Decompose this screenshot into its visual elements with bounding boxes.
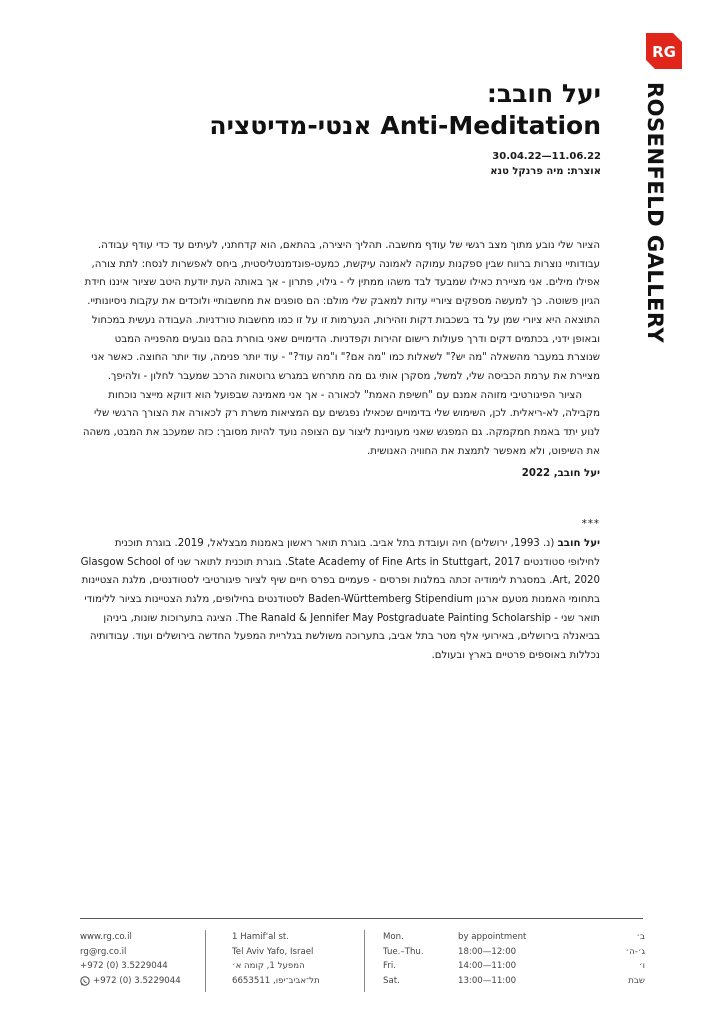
statement-paragraph-2: הציור הפיגורטיבי מזוהה אמנם עם "חשיפת האמת" לכאורה - אך אני מאמינה שבפועל הוא דווקא מייצר נוכחות מקבילה, לא-ריאלית. לכן, השימוש שלי בדימויים שכאילו נפגשים עם המציאות משרת רק לכאורה את הצורך הרגשי שלי לנוע יתד באמת חמקמקה. גם המפגש שאני מעוניינת ליצור עם הצופה נועד להיות מסובך: כזה שמעכב את המבט, משהה את השיפוט, ולא מאפשר לתמצת את החוויה האנושית. <box>82 389 600 457</box>
hours-row <box>383 974 645 989</box>
section-separator: *** <box>581 519 600 531</box>
whatsapp-number: +972 (0) 3.5229044 <box>93 975 181 986</box>
bio-text: (נ. 1993, ירושלים) חיה ועובדת בתל אביב. בוגרת תואר ראשון באמנות מבצלאל, 2019. בוגרת תוכנית לחילופי סטודנטים State Academy of Fine Arts in Stuttgart, 2017. בוגרת תוכנית לתואר שני Glasgow School of Art, 2020. במסגרת לימודיה זכתה במלגות ופרסים - פעמיים בפרס חיים שיף לציור פיגורטיבי לסטודנטים, מלגת הצטיינות בתחומי האמנות מטעם ארגון Baden-Württemberg Stipendium לסטודנטים בחילופים, מלגת הצטיינות בציור ללימודי תואר שני - The Ranald & Jennifer May Postgraduate Painting Scholarship. הציגה בתערוכות שונות, ביניהן בביאנלה בירושלים, באירועי אלף מטר בתל אביב, בתערוכה משולשת בגלריית המפעל החדשה בירושלים ועוד. עבודותיה נכללות באוספים פרטיים בארץ ובעולם. <box>80 537 600 662</box>
hours-day: Sat. <box>383 975 400 986</box>
address-line: 1 Hamif'al st. <box>232 932 290 942</box>
logo-wordmark: ROSENFELD GALLERY <box>643 82 667 344</box>
whatsapp-number-row[interactable] <box>80 974 190 989</box>
rg-logo-mark-icon <box>643 30 685 72</box>
statement-body <box>80 237 600 666</box>
phone-number[interactable]: +972 (0) 3.5229044 <box>80 961 168 971</box>
hours-time: by appointment <box>458 932 527 942</box>
footer-address <box>232 930 342 988</box>
hours-row <box>383 945 645 960</box>
hours-day-hebrew: ב׳ <box>636 932 645 942</box>
hours-time: 18:00—12:00 <box>458 946 517 957</box>
address-line: Tel Aviv Yafo, Israel <box>232 946 314 957</box>
hours-row <box>383 959 645 974</box>
hours-day-hebrew: ו׳ <box>639 961 645 971</box>
bio-artist-name: יעל חובב <box>557 537 600 549</box>
exhibition-header <box>131 78 601 179</box>
hours-day: Tue.–Thu. <box>383 946 424 957</box>
artist-bio <box>80 535 600 666</box>
statement-paragraph-1: הציור שלי נובע מתוך מצב רגשי של עודף מחשבה. תהליך היצירה, בהתאם, הוא קדחתני, לעיתים עד כדי עודף עבודה. עבודותיי נוצרות ברווח שבין ספקנות עמוקה לאמונה עיקשת, כמעט-פונדמנטליסטית, ביחס לאפשרות לנסח: לתת צורה, אפילו מילים. אני מציירת כאילו שמבעד לבד משהו ממתין לי - גילוי, פתרון - אך באותה העת יודעת היטב שציור איננו חידת הגיון פשוטה. כך למעשה מספקים ציוריי עדות למאבק שלי מולם: הם סופגים את מחשבותיי ולוכדים את עקבות ניסיונותיי. התוצאה היא ציורי שמן על בד בשכבות דקות וזהירות, הנערמות זו על זו כמו מחשבות טורדניות. העבודה נעשית במכחול ובאופן ידני, בכתמים דקים ודרך פעולות רישום זהירות וקפדניות. הדימויים שאני בוחרת בהם נובעים מהפנייה המבט שנוצרת במעבר מהשאלה "מה יש?" לשאלות כמו "מה אם?" ו"מה עוד?" - עוד יותר פנימה, עוד יותר החוצה. כאשר אני מציירת את ערמת הכביסה שלי, למשל, מסקרן אותי גם מה מתרחש במגרש גרוטאות הרכב שמעבר לחלון - ולהיפך. <box>84 240 600 382</box>
footer-contact <box>80 930 190 988</box>
exhibition-title: Anti-Meditation אנטי-מדיטציה <box>209 111 601 140</box>
website-link[interactable]: www.rg.co.il <box>80 932 132 942</box>
logo-mark-letters: RG <box>652 43 676 61</box>
opening-hours <box>383 930 645 988</box>
address-line-hebrew: תל־אביב־יפו, 6653511 <box>232 975 320 986</box>
exhibition-dates: 11.06.22—30.04.22 <box>492 151 601 162</box>
hours-day-hebrew: שבת <box>628 975 645 986</box>
hours-day: Mon. <box>383 932 404 942</box>
hours-row <box>383 930 645 945</box>
whatsapp-icon <box>80 976 90 986</box>
footer-separator <box>364 930 365 992</box>
hours-time: 13:00—11:00 <box>458 975 517 986</box>
address-line-hebrew: המפעל 1, קומה א׳ <box>232 961 305 971</box>
hours-day-hebrew: ג׳-ה׳ <box>625 946 645 957</box>
footer-separator <box>205 930 206 992</box>
hours-time: 14:00—11:00 <box>458 961 517 971</box>
artist-name: יעל חובב: <box>486 79 601 108</box>
footer-divider <box>80 918 643 919</box>
email-link[interactable]: rg@rg.co.il <box>80 946 127 957</box>
hours-day: Fri. <box>383 961 396 971</box>
statement-signature: יעל חובב, 2022 <box>521 468 600 480</box>
curator-credit: אוצרת: מיה פרנקל טנא <box>490 166 601 177</box>
